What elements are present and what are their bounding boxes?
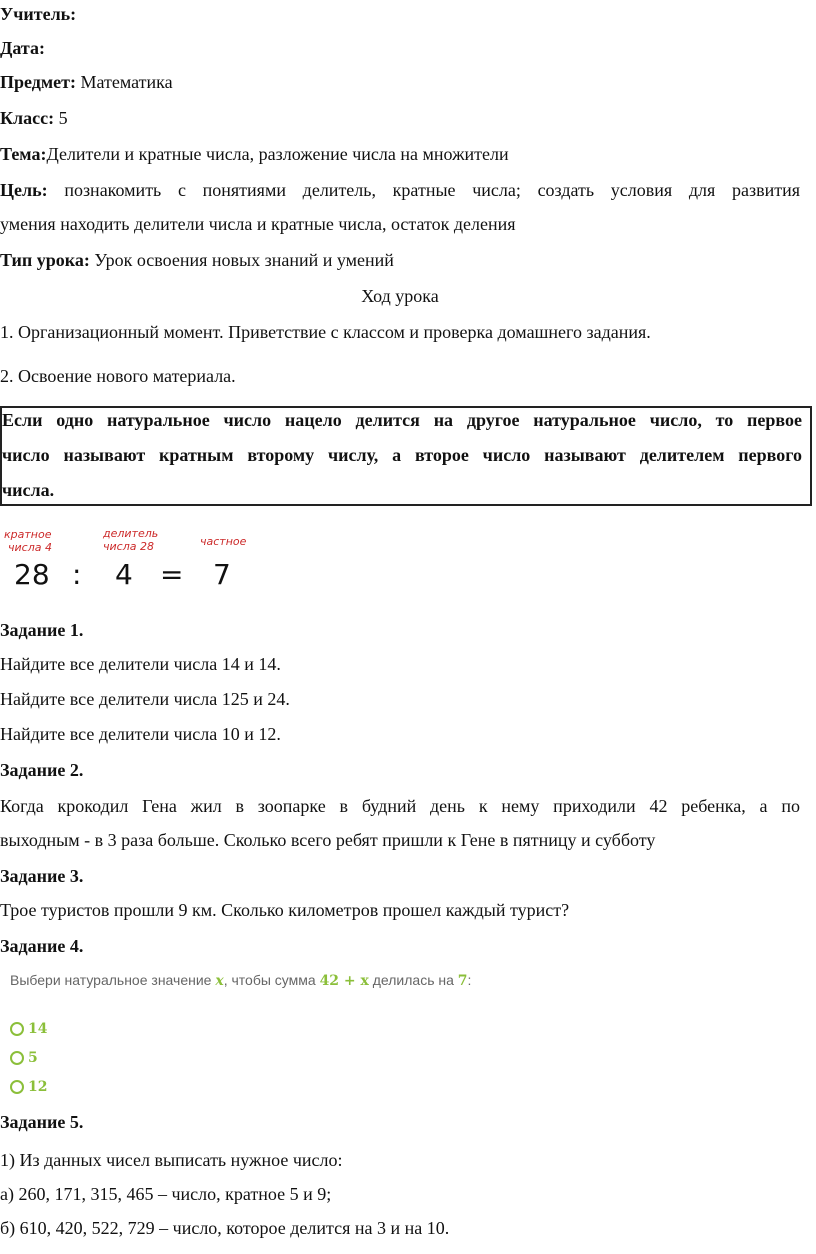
date-label: Дата: bbox=[0, 38, 45, 58]
radio-icon[interactable] bbox=[10, 1080, 24, 1094]
goal-label: Цель: bbox=[0, 180, 48, 200]
divisor: 4 bbox=[115, 558, 133, 591]
class-row bbox=[0, 108, 68, 129]
question-text: : bbox=[467, 972, 472, 988]
question-expression: 42 + x bbox=[319, 973, 369, 989]
task-3-title: Задание 3. bbox=[0, 866, 84, 886]
answer-option-12[interactable] bbox=[10, 1079, 47, 1095]
task-2-title: Задание 2. bbox=[0, 760, 84, 780]
subject-label: Предмет: bbox=[0, 72, 76, 92]
step-2: 2. Освоение нового материала. bbox=[0, 366, 236, 386]
answer-option-label: 5 bbox=[28, 1050, 38, 1066]
note-multiple-line-1: кратное bbox=[4, 528, 52, 541]
class-value: 5 bbox=[58, 108, 68, 128]
answer-option-label: 12 bbox=[28, 1079, 48, 1095]
task-3-text: Трое туристов прошли 9 км. Сколько километров прошел каждый турист? bbox=[0, 900, 570, 920]
answer-option-label: 14 bbox=[28, 1021, 48, 1037]
radio-icon[interactable] bbox=[10, 1022, 24, 1036]
quotient: 7 bbox=[213, 558, 231, 591]
task-5-line: б) 610, 420, 522, 729 – число, которое делится на 3 и на 10. bbox=[0, 1218, 450, 1238]
task-5-line: а) 260, 171, 315, 465 – число, кратное 5 и 9; bbox=[0, 1184, 332, 1204]
answer-option-14[interactable] bbox=[10, 1021, 47, 1037]
question-text: Выбери натуральное значение bbox=[10, 972, 216, 988]
lesson-type-value: Урок освоения новых знаний и умений bbox=[94, 250, 394, 270]
teacher-label: Учитель: bbox=[0, 4, 77, 24]
lesson-type-label: Тип урока: bbox=[0, 250, 90, 270]
class-label: Класс: bbox=[0, 108, 55, 128]
question-text: , чтобы сумма bbox=[223, 972, 320, 988]
task-4-title: Задание 4. bbox=[0, 936, 84, 956]
goal-row-1 bbox=[0, 180, 800, 201]
task-1-item: Найдите все делители числа 14 и 14. bbox=[0, 654, 281, 674]
task-1-item: Найдите все делители числа 125 и 24. bbox=[0, 689, 290, 709]
task-1-title: Задание 1. bbox=[0, 620, 84, 640]
note-multiple-line-2: числа 4 bbox=[8, 541, 52, 554]
subject-value: Математика bbox=[80, 72, 173, 92]
note-quotient: частное bbox=[200, 535, 247, 548]
note-multiple bbox=[4, 528, 52, 554]
note-divisor-line-1: делитель bbox=[103, 527, 159, 540]
task-1-item: Найдите все делители числа 10 и 12. bbox=[0, 724, 281, 744]
topic-label: Тема: bbox=[0, 144, 47, 164]
definition-line-3: числа. bbox=[2, 480, 55, 500]
topic-row bbox=[0, 144, 509, 165]
answer-option-5[interactable] bbox=[10, 1050, 38, 1066]
division-sign: : bbox=[72, 558, 82, 591]
step-1: 1. Организационный момент. Приветствие с классом и проверка домашнего задания. bbox=[0, 322, 651, 342]
definition-line-2: число называют кратным второму числу, а второе число называют делителем первого bbox=[2, 445, 802, 465]
goal-line-2: умения находить делители числа и кратные числа, остаток деления bbox=[0, 214, 516, 234]
subject-row bbox=[0, 72, 173, 93]
definition-line-1: Если одно натуральное число нацело делится на другое натуральное число, то первое bbox=[2, 410, 802, 430]
equals-sign: = bbox=[160, 558, 184, 591]
task-2-line-1: Когда крокодил Гена жил в зоопарке в будний день к нему приходили 42 ребенка, а по bbox=[0, 796, 800, 816]
radio-icon[interactable] bbox=[10, 1051, 24, 1065]
task-5-title: Задание 5. bbox=[0, 1112, 84, 1132]
topic-value: Делители и кратные числа, разложение числа на множители bbox=[46, 144, 509, 164]
question-variable: x bbox=[215, 973, 224, 989]
note-divisor bbox=[103, 527, 158, 553]
course-title: Ход урока bbox=[361, 286, 439, 306]
question-text: делилась на bbox=[368, 972, 458, 988]
task-5-line: 1) Из данных чисел выписать нужное число: bbox=[0, 1150, 343, 1170]
definition-box bbox=[0, 406, 812, 506]
question-number: 7 bbox=[457, 973, 468, 989]
lesson-type-row bbox=[0, 250, 394, 271]
task-4-question bbox=[10, 972, 471, 989]
note-divisor-line-2: числа 28 bbox=[103, 540, 154, 553]
dividend: 28 bbox=[14, 558, 50, 591]
goal-line-1: познакомить с понятиями делитель, кратные числа; создать условия для развития bbox=[64, 180, 800, 200]
task-2-line-2: выходным - в 3 раза больше. Сколько всего ребят пришли к Гене в пятницу и субботу bbox=[0, 830, 656, 850]
